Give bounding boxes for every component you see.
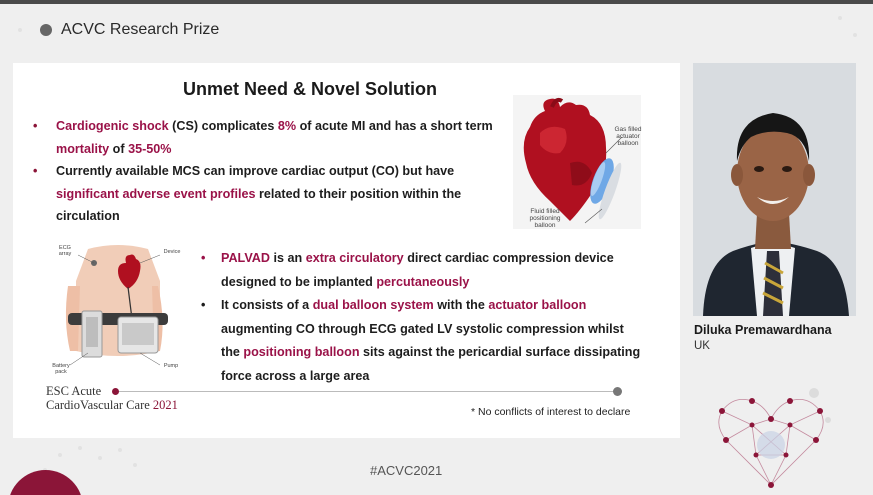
device-illustration bbox=[48, 241, 188, 381]
bullet-dual-balloon bbox=[201, 294, 641, 388]
bullet-text: It consists of a bbox=[221, 298, 313, 312]
battery-pack-label: Battery pack bbox=[52, 363, 70, 375]
pump-label: Pump bbox=[163, 363, 179, 369]
event-hashtag: #ACVC2021 bbox=[370, 463, 443, 478]
presentation-slide bbox=[13, 63, 680, 438]
gas-balloon-label: Gas filled actuator balloon bbox=[614, 126, 642, 147]
corner-logo-decoration bbox=[8, 470, 83, 495]
session-title: ACVC Research Prize bbox=[61, 21, 220, 38]
highlight-text: positioning balloon bbox=[243, 345, 360, 359]
device-figure bbox=[48, 241, 188, 381]
speaker-country: UK bbox=[694, 340, 710, 352]
heart-balloon-figure bbox=[510, 93, 645, 233]
bullet-text: direct cardiac compression device designed to be implanted bbox=[221, 251, 614, 289]
highlight-text: dual balloon system bbox=[312, 298, 434, 312]
bullet-text: related to their position within the circulation bbox=[56, 186, 462, 223]
logo-line-2 bbox=[46, 398, 178, 412]
bullet-cardiogenic-shock bbox=[33, 115, 503, 160]
highlight-text: 8% bbox=[277, 119, 297, 133]
ecg-array-label: ECG array bbox=[58, 245, 72, 257]
speaker-name: Diluka Premawardhana bbox=[694, 323, 832, 337]
logo-line-2-text: CardioVascular Care bbox=[46, 398, 150, 412]
highlight-text: 35-50% bbox=[128, 141, 172, 156]
bullet-text: of bbox=[109, 141, 129, 156]
heart-network-icon bbox=[706, 385, 836, 495]
logo-divider bbox=[115, 391, 619, 392]
logo-dot-end bbox=[613, 387, 622, 396]
highlight-text: extra circulatory bbox=[305, 251, 404, 265]
highlight-text: actuator balloon bbox=[488, 298, 587, 312]
conflicts-note: * No conflicts of interest to declare bbox=[471, 406, 631, 418]
speaker-video-frame bbox=[693, 63, 856, 316]
highlight-text: percutaneously bbox=[376, 274, 470, 289]
logo-year: 2021 bbox=[152, 398, 178, 412]
bullet-marker: • bbox=[33, 164, 38, 178]
speaker-video bbox=[693, 63, 856, 316]
logo-line-1: ESC Acute bbox=[46, 384, 102, 398]
slide-title: Unmet Need & Novel Solution bbox=[182, 79, 438, 99]
highlight-text: Cardiogenic shock bbox=[56, 119, 169, 133]
bullet-text: Currently available MCS can improve cardiac output (CO) but have bbox=[56, 164, 455, 178]
bullet-marker: • bbox=[201, 251, 206, 265]
heart-network-decoration bbox=[706, 385, 836, 495]
header-dot-icon bbox=[40, 24, 52, 36]
top-bar bbox=[0, 0, 873, 4]
highlight-text: mortality bbox=[56, 141, 110, 156]
bullet-marker: • bbox=[201, 298, 206, 312]
highlight-text: significant adverse event profiles bbox=[56, 186, 256, 201]
bullet-text: augmenting CO through ECG gated LV systolic compression whilst the bbox=[221, 321, 624, 359]
bullet-palvad bbox=[201, 247, 641, 294]
bullet-mcs bbox=[33, 160, 503, 228]
fluid-balloon-label: Fluid filled positioning balloon bbox=[529, 208, 561, 229]
bullet-text: (CS) complicates bbox=[168, 119, 278, 133]
highlight-text: PALVAD bbox=[221, 251, 270, 265]
top-bullet-list bbox=[33, 115, 503, 228]
bottom-bullet-list bbox=[201, 247, 641, 388]
bullet-text: with the bbox=[433, 298, 489, 312]
bullet-text: of acute MI and has a short term bbox=[296, 119, 493, 133]
session-header bbox=[40, 19, 219, 41]
bullet-text: sits against the pericardial surface dissipating force across a large area bbox=[221, 345, 641, 383]
logo-dot-start bbox=[112, 388, 119, 395]
bullet-marker: • bbox=[33, 119, 38, 133]
bullet-text: is an bbox=[269, 251, 306, 265]
device-label: Device bbox=[163, 249, 181, 255]
